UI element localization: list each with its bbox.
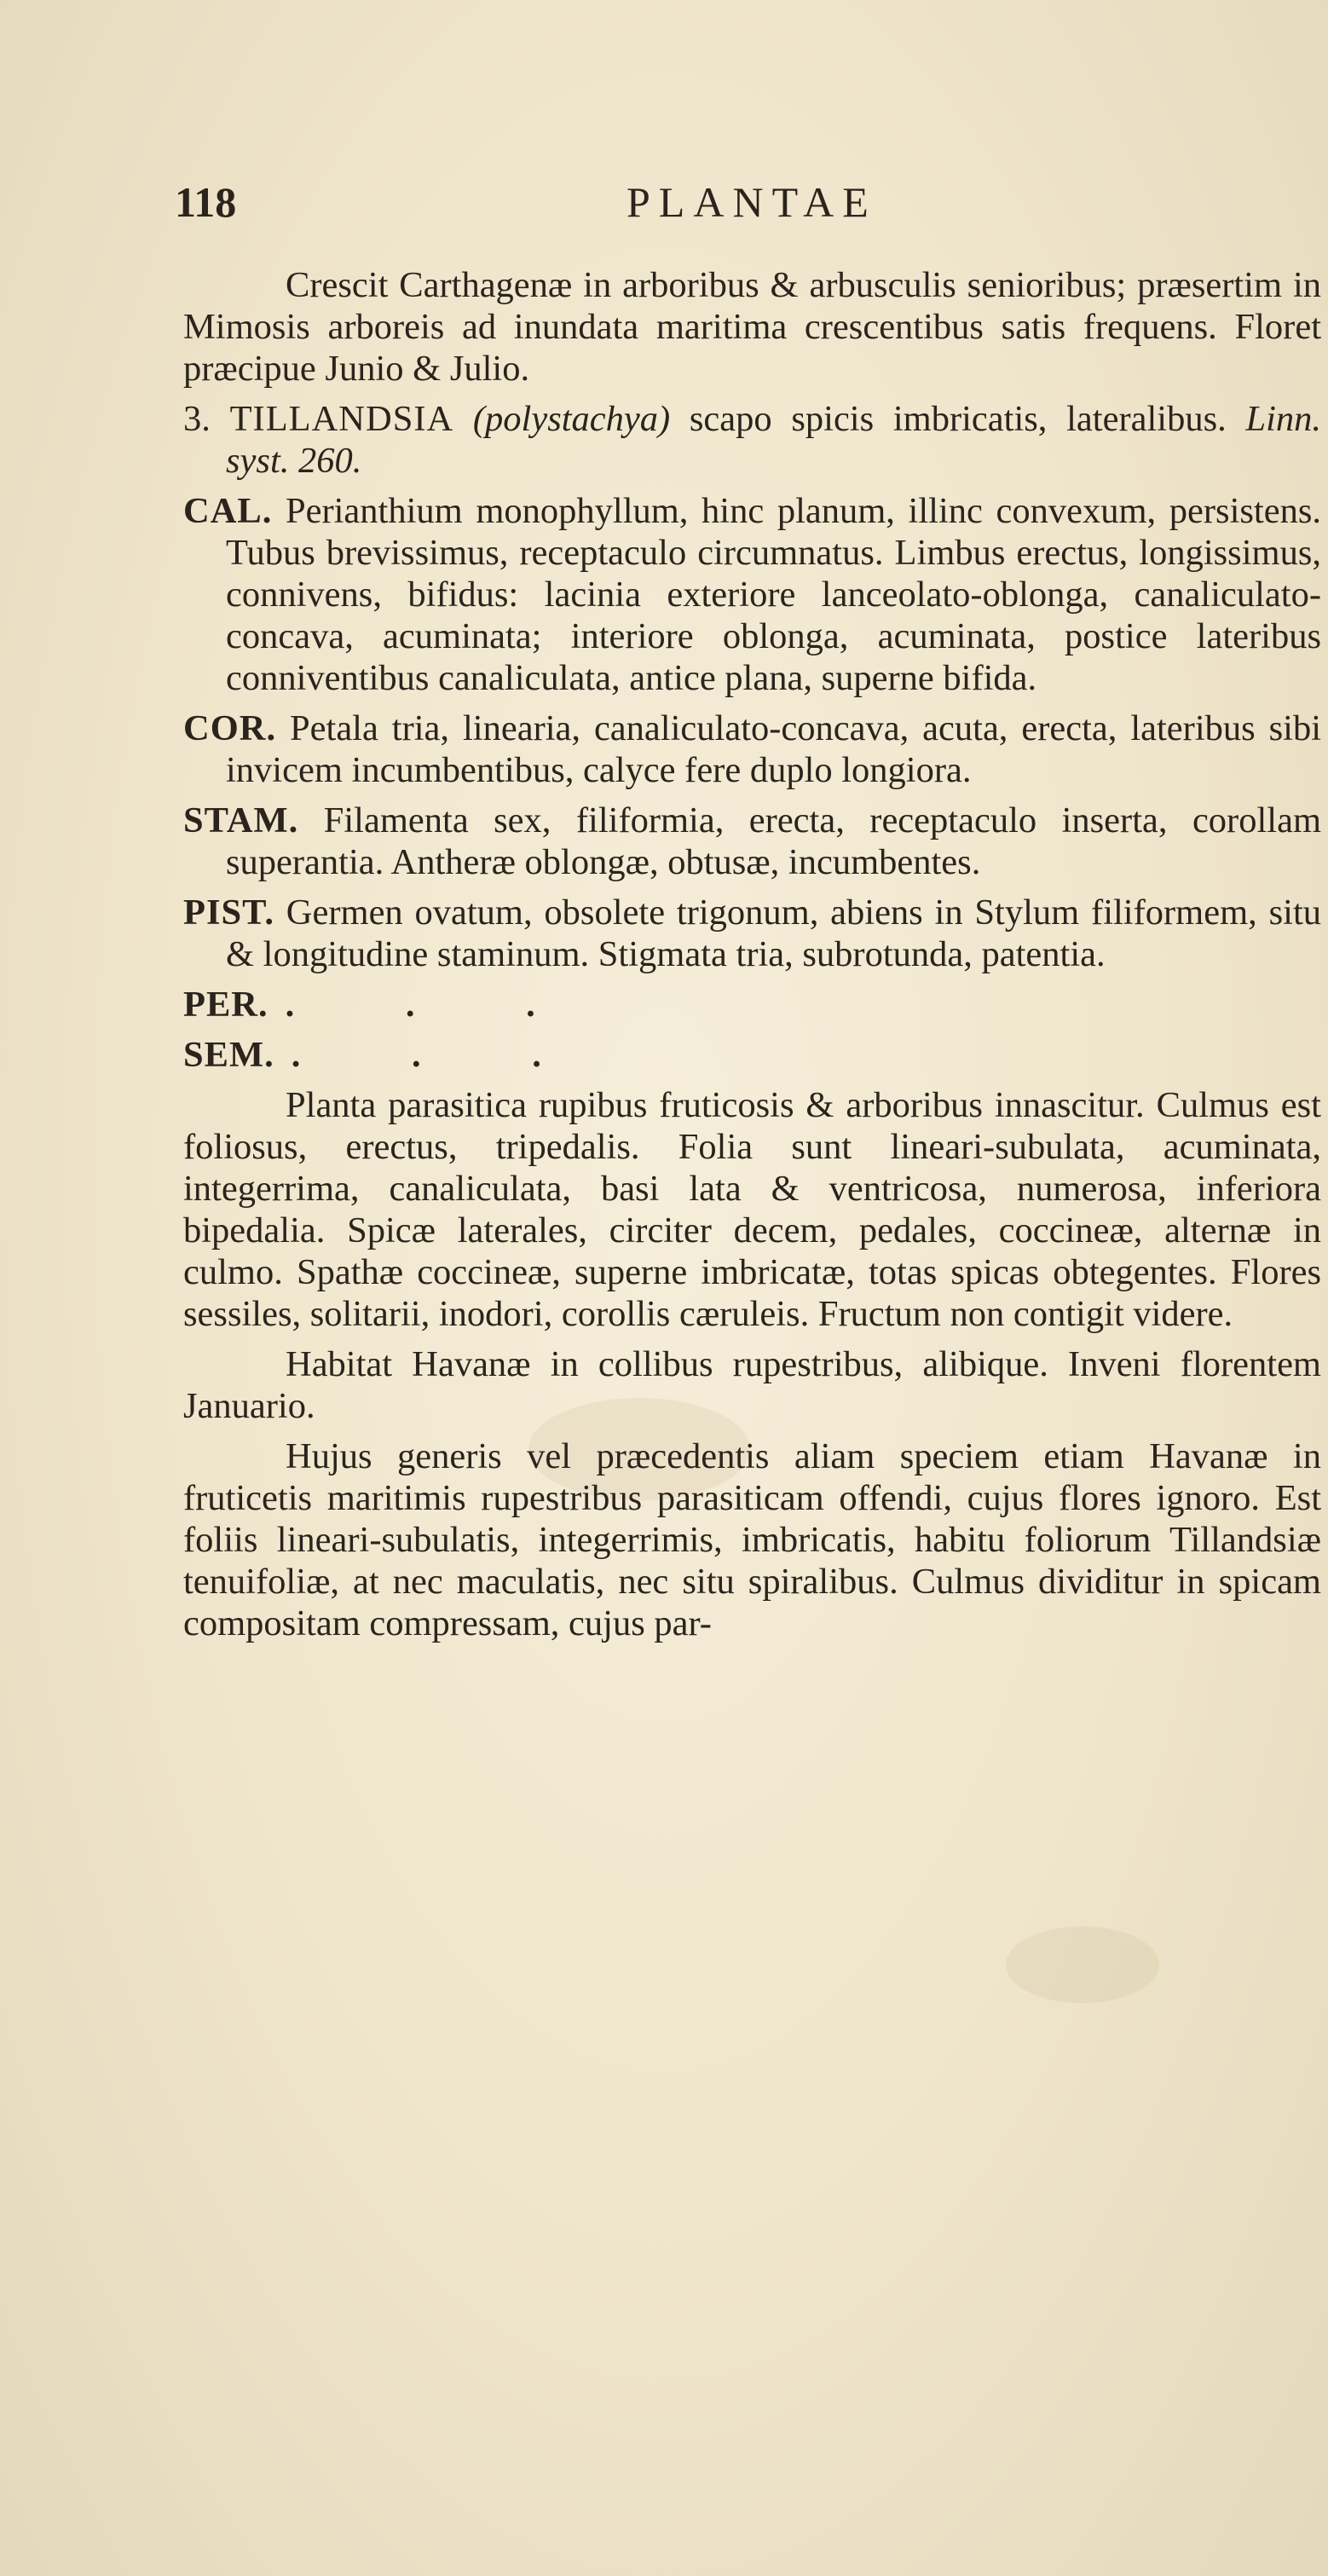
description-pistil (183, 892, 1321, 975)
running-head-title: PLANTAE (626, 178, 877, 226)
body-text (183, 264, 1321, 1653)
calyx-label: CAL. (183, 491, 273, 531)
pericarp-label: PER. (183, 985, 268, 1025)
pistil-text: Germen ovatum, obsolete trigonum, abiens in Stylum filiformem, situ & longitudine staminum. Stigmata tria, subrotunda, patentia. (226, 892, 1322, 974)
corolla-text: Petala tria, linearia, canaliculato-concava, acuta, erecta, lateribus sibi invicem incumbentibus, calyce fere duplo longiora. (226, 708, 1322, 790)
description-stamens (183, 800, 1321, 883)
description-corolla (183, 708, 1321, 791)
paragraph-habitat-carthagena: Crescit Carthagenæ in arboribus & arbusculis senioribus; præsertim in Mimosis arboreis ad inundata maritima crescentibus satis frequens. Floret præcipue Junio & Julio. (183, 265, 1321, 389)
genus-name: TILLANDSIA (229, 399, 454, 439)
pistil-label: PIST. (183, 892, 274, 933)
description-seeds (183, 1034, 1321, 1076)
species-epithet: (polystachya) (472, 399, 671, 439)
running-head (175, 177, 1328, 237)
calyx-text: Perianthium monophyllum, hinc planum, illinc convexum, persistens. Tubus brevissimus, receptaculo circumnatus. Limbus erectus, longissimus, connivens, bifidus: lacinia exteriore lanceolato-oblonga, canaliculato-concava, acuminata; interiore oblonga, acuminata, postice lateribus conniventibus canaliculata, antice plana, superne bifida. (226, 491, 1321, 698)
stamens-text: Filamenta sex, filiformia, erecta, receptaculo inserta, corollam superantia. Antheræ oblongæ, obtusæ, incumbentes. (226, 800, 1321, 882)
species-entry (183, 398, 1321, 482)
paper-stain (1006, 1926, 1159, 2003)
species-diagnosis: scapo spicis imbricatis, lateralibus. (689, 399, 1227, 439)
description-calyx (183, 490, 1321, 699)
seeds-dots: . . . (291, 1035, 592, 1075)
corolla-label: COR. (183, 708, 277, 748)
seeds-label: SEM. (183, 1035, 274, 1075)
paragraph-other-species: Hujus generis vel præcedentis aliam speciem etiam Havanæ in fruticetis maritimis rupestribus parasiticam offendi, cujus flores ignoro. Est foliis lineari-subulatis, integerrimis, imbricatis, habitu foliorum Tillandsiæ tenuifoliæ, at nec maculatis, nec situ spiralibus. Culmus dividitur in spicam compositam compressam, cujus par- (183, 1436, 1321, 1643)
stamens-label: STAM. (183, 800, 299, 840)
literature-reference: Linn. syst. 260. (226, 399, 1322, 481)
description-pericarp (183, 984, 1321, 1025)
entry-number: 3. (183, 399, 211, 439)
pericarp-dots: . . . (285, 985, 586, 1025)
paragraph-habitat-havana: Habitat Havanæ in collibus rupestribus, alibique. Inveni florentem Januario. (183, 1344, 1321, 1426)
page-number: 118 (175, 178, 237, 226)
paragraph-plant-description: Planta parasitica rupibus fruticosis & arboribus innascitur. Culmus est foliosus, erectus, tripedalis. Folia sunt lineari-subulata, acuminata, integerrima, canaliculata, basi lata & ventricosa, numerosa, inferiora bipedalia. Spicæ laterales, circiter decem, pedales, coccineæ, alternæ in culmo. Spathæ coccineæ, superne imbricatæ, totas spicas obtegentes. Flores sessiles, solitarii, inodori, corollis cæruleis. Fructum non contigit videre. (183, 1085, 1321, 1334)
